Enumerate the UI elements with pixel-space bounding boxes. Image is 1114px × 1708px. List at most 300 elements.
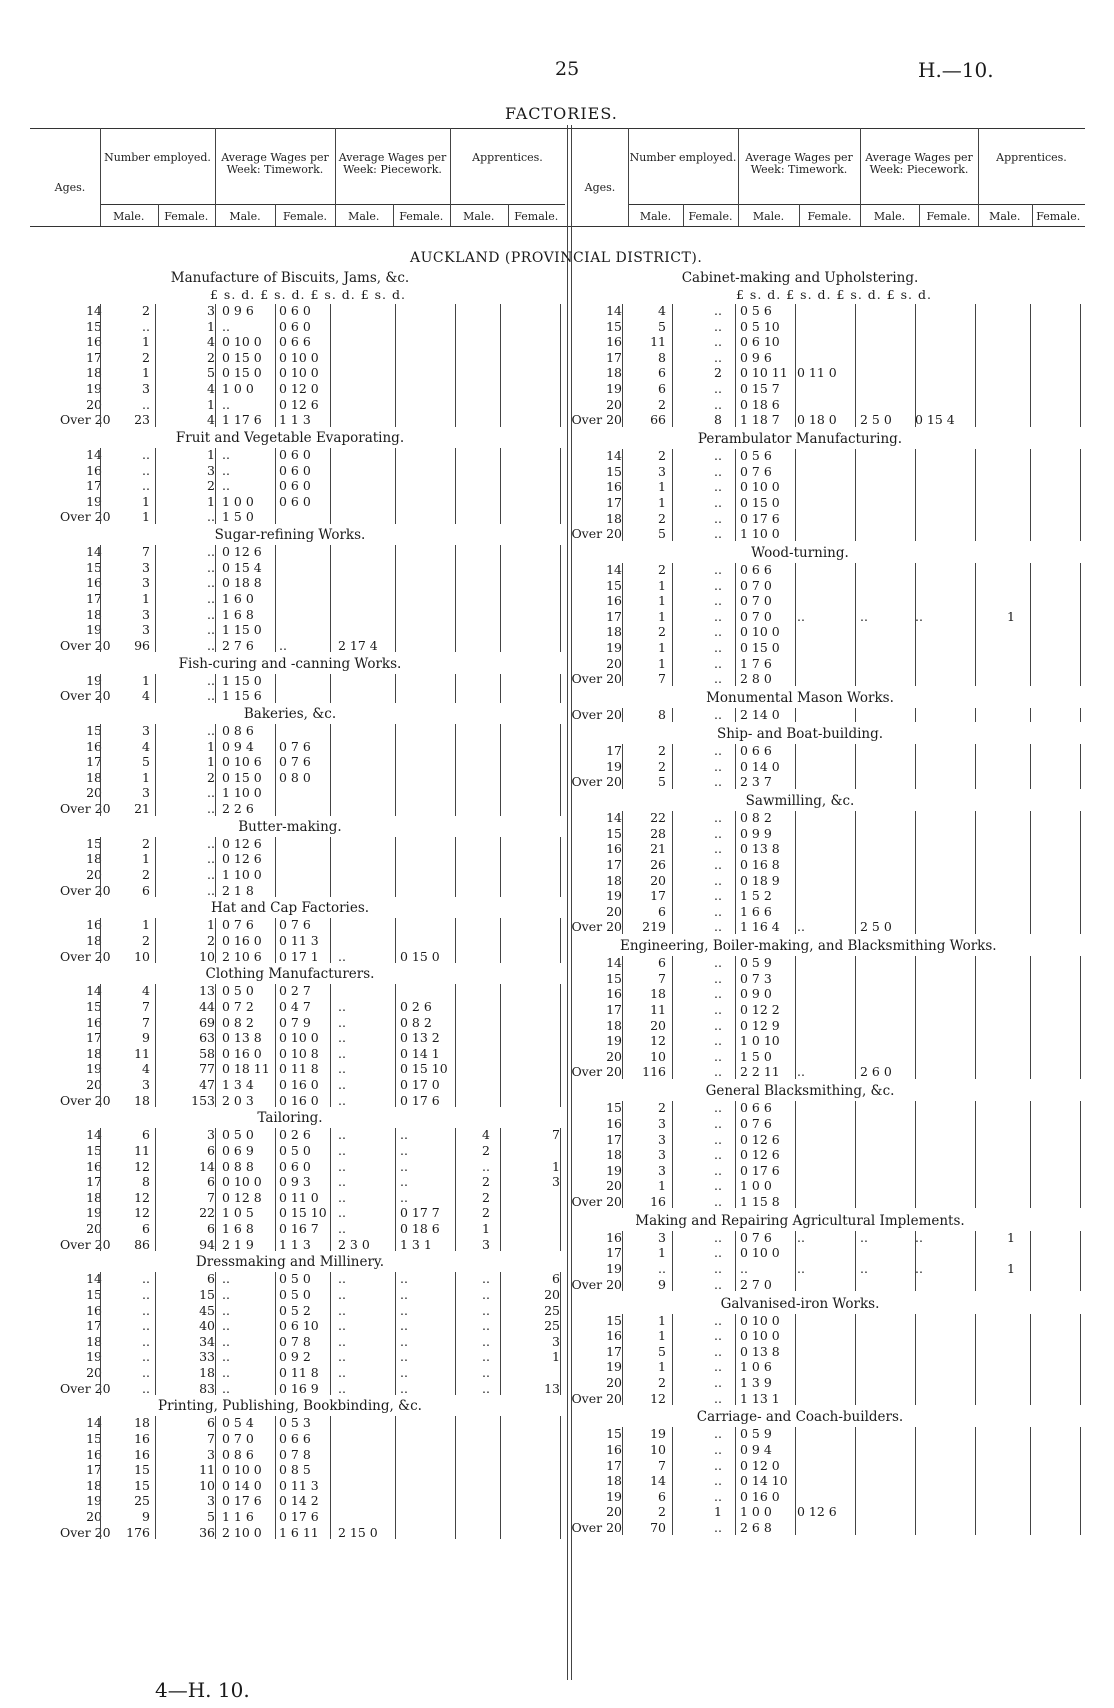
male-apprentices-cell: ..: [482, 1158, 490, 1174]
female-employed-cell: 1: [207, 754, 215, 770]
section-title: Engineering, Boiler-making, and Blacksmithing Works.: [620, 938, 997, 955]
male-employed-cell: 12: [134, 1158, 150, 1174]
female-employed-cell: 13: [199, 983, 215, 999]
female-employed-cell: ..: [714, 479, 722, 495]
male-apprentices-cell: 2: [482, 1189, 490, 1205]
male-timework-cell: 0 7 0: [740, 577, 772, 593]
row-divider: [155, 1416, 156, 1539]
female-employed-cell: ..: [714, 1426, 722, 1442]
male-employed-cell: 4: [658, 303, 666, 318]
female-employed-cell: 47: [199, 1077, 215, 1092]
section-title: Fruit and Vegetable Evaporating.: [175, 430, 405, 446]
male-timework-cell: 0 8 8: [222, 1158, 254, 1174]
row-divider: [855, 956, 856, 1079]
male-timework-cell: 0 6 6: [740, 743, 772, 758]
female-employed-cell: 1: [207, 493, 215, 509]
male-employed-cell: 5: [142, 754, 150, 770]
age-cell: 19: [606, 1261, 622, 1276]
age-cell: 16: [606, 1229, 622, 1245]
age-cell: 20: [606, 903, 622, 919]
male-employed-cell: ..: [142, 1318, 150, 1334]
male-timework-cell: 0 12 6: [222, 851, 262, 867]
row-divider: [155, 545, 156, 652]
male-employed-cell: 219: [642, 919, 666, 935]
male-employed-cell: 3: [658, 1162, 666, 1178]
female-timework-cell: 1 1 3: [279, 412, 311, 428]
age-cell: 16: [606, 334, 622, 350]
male-piecework-cell: ..: [338, 1365, 346, 1380]
age-cell: 16: [606, 986, 622, 1002]
age-cell: 15: [86, 999, 102, 1014]
age-cell: 15: [606, 1312, 622, 1328]
age-cell: 20: [86, 785, 102, 801]
female-employed-cell: 6: [207, 1221, 215, 1236]
female-timework-cell: 0 15 10: [279, 1205, 327, 1221]
female-employed-cell: 1: [714, 1504, 722, 1520]
male-employed-cell: 1: [658, 577, 666, 593]
age-cell: 14: [86, 1271, 102, 1287]
female-piecework-cell: 0 14 1: [400, 1045, 440, 1061]
female-employed-cell: ..: [714, 774, 722, 790]
female-employed-cell: 44: [199, 999, 215, 1014]
age-cell: 18: [606, 872, 622, 888]
row-divider: [1030, 1314, 1031, 1406]
male-employed-cell: 1: [658, 1245, 666, 1261]
female-employed-cell: 3: [207, 1127, 215, 1143]
row-divider: [215, 1128, 216, 1251]
female-employed-cell: 3: [207, 1446, 215, 1462]
age-cell: 16: [86, 1302, 102, 1318]
male-timework-cell: 0 10 0: [222, 334, 262, 350]
row-divider: [622, 449, 623, 541]
row-divider: [395, 837, 396, 897]
section-title: General Blacksmithing, &c.: [705, 1083, 895, 1100]
age-cell: 14: [606, 303, 622, 318]
row-divider: [330, 545, 331, 652]
female-employed-cell: ..: [207, 544, 215, 560]
age-cell: 16: [606, 1328, 622, 1344]
male-piecework-cell: ..: [338, 1158, 346, 1174]
male-timework-cell: 0 7 3: [740, 970, 772, 986]
female-timework-cell: 0 10 0: [279, 365, 319, 381]
male-piecework-cell: ..: [338, 1143, 346, 1158]
row-divider: [155, 837, 156, 897]
female-timework-cell: 0 6 0: [279, 478, 311, 494]
male-piecework-cell: 2 15 0: [338, 1524, 378, 1540]
age-cell: 17: [606, 1131, 622, 1147]
female-employed-cell: ..: [714, 1178, 722, 1194]
male-employed-cell: 2: [658, 1374, 666, 1390]
male-employed-cell: 8: [658, 707, 666, 723]
female-employed-cell: ..: [207, 559, 215, 575]
male-employed-cell: ..: [142, 478, 150, 494]
row-divider: [975, 1427, 976, 1534]
female-employed-cell: 1: [207, 318, 215, 334]
section-title: Sawmilling, &c.: [745, 793, 855, 810]
male-timework-cell: 0 7 0: [740, 608, 772, 624]
row-divider: [855, 449, 856, 541]
section-title: Printing, Publishing, Bookbinding, &c.: [158, 1398, 422, 1415]
male-timework-cell: 0 15 0: [740, 640, 780, 655]
female-apprentices-cell: 3: [552, 1174, 560, 1190]
male-employed-cell: 5: [658, 1343, 666, 1359]
male-timework-cell: 1 16 4: [740, 919, 780, 935]
female-timework-cell: 0 17 6: [279, 1509, 319, 1524]
male-timework-cell: ..: [222, 1287, 230, 1302]
row-divider: [795, 744, 796, 789]
male-apprentices-cell: ..: [482, 1333, 490, 1349]
male-timework-cell: 0 5 0: [222, 983, 254, 999]
male-timework-cell: 1 5 0: [222, 509, 254, 525]
row-divider: [735, 449, 736, 541]
female-employed-cell: 10: [199, 1477, 215, 1493]
male-employed-cell: 1: [142, 365, 150, 381]
female-piecework-cell: ..: [400, 1318, 408, 1334]
row-divider: [622, 811, 623, 934]
row-divider: [795, 1231, 796, 1291]
female-timework-cell: 0 2 6: [279, 1127, 311, 1143]
male-employed-cell: 5: [658, 526, 666, 542]
male-employed-cell: 8: [658, 349, 666, 365]
row-divider: [915, 956, 916, 1079]
female-timework-cell: 0 5 3: [279, 1415, 311, 1431]
female-timework-cell: 0 12 0: [279, 381, 319, 396]
female-employed-cell: ..: [714, 526, 722, 542]
row-divider: [330, 674, 331, 703]
male-timework-cell: 0 7 2: [222, 999, 254, 1014]
female-timework-cell: 0 6 6: [279, 1431, 311, 1446]
female-timework-cell: 0 11 3: [279, 1477, 319, 1493]
female-employed-cell: ..: [207, 801, 215, 816]
female-timework-cell: 0 18 0: [797, 412, 837, 428]
male-employed-cell: 7: [142, 544, 150, 560]
row-divider: [395, 448, 396, 524]
female-employed-cell: 6: [207, 1271, 215, 1287]
male-timework-cell: 0 6 9: [222, 1143, 254, 1158]
male-employed-cell: 15: [134, 1462, 150, 1478]
row-divider: [455, 545, 456, 652]
male-employed-cell: ..: [142, 1333, 150, 1349]
female-piecework-cell: 0 2 6: [400, 999, 432, 1014]
female-employed-cell: 2: [207, 349, 215, 365]
male-apprentices-cell: 2: [482, 1174, 490, 1190]
female-piecework-cell: ..: [915, 1229, 923, 1245]
male-employed-cell: 11: [134, 1045, 150, 1061]
male-employed-cell: 2: [658, 510, 666, 526]
female-timework-cell: 1 6 11: [279, 1524, 319, 1540]
row-divider: [500, 545, 501, 652]
male-timework-cell: 2 6 8: [740, 1520, 772, 1535]
male-timework-cell: 0 12 9: [740, 1017, 780, 1033]
male-employed-cell: 7: [658, 671, 666, 687]
age-cell: Over 20: [60, 1092, 111, 1108]
row-divider: [215, 984, 216, 1107]
male-timework-cell: ..: [222, 447, 230, 462]
section-title: Bakeries, &c.: [243, 706, 337, 722]
male-employed-cell: 70: [650, 1520, 666, 1535]
female-piecework-cell: ..: [400, 1380, 408, 1396]
male-timework-cell: 0 16 0: [222, 1045, 262, 1061]
row-divider: [975, 1314, 976, 1406]
female-employed-cell: ..: [207, 637, 215, 653]
male-piecework-cell: ..: [338, 1127, 346, 1143]
male-employed-cell: 1: [658, 1359, 666, 1375]
male-timework-cell: 1 10 0: [222, 867, 262, 882]
male-piecework-cell: 2 3 0: [338, 1236, 370, 1252]
male-piecework-cell: 2 17 4: [338, 637, 378, 653]
male-timework-cell: 1 10 0: [740, 526, 780, 542]
age-cell: 20: [606, 1374, 622, 1390]
age-cell: 14: [606, 562, 622, 577]
row-divider: [500, 674, 501, 703]
female-employed-cell: 11: [199, 1462, 215, 1478]
female-employed-cell: ..: [714, 841, 722, 857]
female-employed-cell: ..: [714, 396, 722, 412]
female-timework-cell: 0 10 0: [279, 1030, 319, 1046]
header-top-rule: [30, 128, 570, 129]
male-piecework-cell: ..: [338, 1333, 346, 1349]
male-timework-cell: 0 5 10: [740, 318, 780, 334]
page-number: 25: [555, 58, 580, 80]
male-employed-cell: ..: [142, 1287, 150, 1302]
male-timework-cell: 0 13 8: [740, 1343, 780, 1359]
male-employed-cell: 18: [134, 1092, 150, 1108]
section-title: Wood-turning.: [751, 545, 849, 561]
female-employed-cell: ..: [207, 835, 215, 851]
age-cell: Over 20: [571, 1520, 622, 1535]
female-timework-cell: 0 5 2: [279, 1302, 311, 1318]
female-employed-cell: 2: [714, 365, 722, 381]
age-cell: 17: [606, 494, 622, 510]
female-timework-cell: 0 9 3: [279, 1174, 311, 1190]
row-divider: [855, 563, 856, 686]
male-subheader: Male.: [229, 210, 261, 223]
age-cell: 20: [606, 1504, 622, 1520]
age-cell: 15: [86, 1143, 102, 1158]
male-apprentices-cell: 1: [1007, 1229, 1015, 1245]
row-divider: [672, 304, 673, 427]
female-timework-cell: 0 7 6: [279, 917, 311, 933]
male-timework-cell: 0 10 0: [222, 1174, 262, 1190]
male-timework-cell: 0 8 6: [222, 723, 254, 738]
male-employed-cell: 16: [134, 1431, 150, 1446]
male-apprentices-cell: 1: [482, 1221, 490, 1236]
male-timework-cell: 2 10 6: [222, 948, 262, 964]
male-employed-cell: 16: [650, 1193, 666, 1209]
female-employed-cell: ..: [714, 707, 722, 723]
male-employed-cell: 176: [126, 1524, 150, 1540]
age-cell: 19: [86, 1493, 102, 1509]
male-employed-cell: 16: [134, 1446, 150, 1462]
female-timework-cell: 0 14 2: [279, 1493, 319, 1509]
male-timework-cell: ..: [222, 1271, 230, 1287]
age-cell: 14: [86, 1415, 102, 1431]
row-divider: [500, 304, 501, 427]
male-employed-cell: ..: [142, 1349, 150, 1365]
male-employed-cell: ..: [142, 318, 150, 334]
male-employed-cell: ..: [142, 1365, 150, 1380]
male-employed-cell: ..: [658, 1261, 666, 1276]
female-subheader: Female.: [926, 210, 971, 223]
female-employed-cell: ..: [714, 1312, 722, 1328]
age-cell: 15: [606, 825, 622, 841]
age-cell: 20: [606, 1178, 622, 1194]
male-employed-cell: 4: [142, 688, 150, 704]
male-timework-cell: 1 15 0: [222, 672, 262, 688]
female-timework-cell: ..: [797, 1261, 805, 1276]
row-divider: [1030, 1231, 1031, 1291]
age-cell: 18: [86, 1333, 102, 1349]
female-employed-cell: ..: [714, 986, 722, 1002]
row-divider: [735, 1101, 736, 1208]
age-cell: Over 20: [60, 412, 111, 428]
female-employed-cell: ..: [207, 622, 215, 638]
age-cell: 18: [86, 1189, 102, 1205]
male-employed-cell: 3: [142, 575, 150, 591]
female-employed-cell: 7: [207, 1431, 215, 1446]
male-employed-cell: 1: [142, 672, 150, 688]
row-divider: [735, 744, 736, 789]
female-employed-cell: ..: [714, 318, 722, 334]
row-divider: [735, 563, 736, 686]
row-divider: [915, 1101, 916, 1208]
female-employed-cell: ..: [714, 743, 722, 758]
female-employed-cell: ..: [207, 509, 215, 525]
row-divider: [100, 304, 101, 427]
female-employed-cell: 33: [199, 1349, 215, 1365]
document-reference: H.—10.: [918, 58, 994, 82]
row-divider: [915, 449, 916, 541]
male-timework-cell: 0 6 10: [740, 334, 780, 350]
row-divider: [672, 708, 673, 722]
age-cell: 18: [86, 1045, 102, 1061]
row-divider: [215, 448, 216, 524]
row-divider: [455, 1416, 456, 1539]
row-divider: [330, 1416, 331, 1539]
row-divider: [215, 304, 216, 427]
male-employed-cell: 2: [658, 396, 666, 412]
male-timework-cell: 0 10 0: [222, 1462, 262, 1478]
male-employed-cell: 9: [658, 1276, 666, 1292]
row-divider: [1080, 1314, 1081, 1406]
age-cell: 17: [606, 1002, 622, 1017]
male-timework-cell: 0 5 0: [222, 1127, 254, 1143]
row-divider: [500, 724, 501, 816]
female-employed-cell: 7: [207, 1189, 215, 1205]
ages-header: Ages.: [584, 181, 616, 194]
male-employed-cell: 1: [658, 1312, 666, 1328]
female-apprentices-cell: 25: [544, 1318, 560, 1334]
male-apprentices-cell: ..: [482, 1380, 490, 1396]
age-cell: 15: [86, 318, 102, 334]
row-divider: [795, 1314, 796, 1406]
male-employed-cell: 2: [142, 303, 150, 318]
district-heading: AUCKLAND (PROVINCIAL DISTRICT).: [410, 250, 703, 266]
age-cell: 14: [606, 955, 622, 971]
row-divider: [975, 304, 976, 427]
male-employed-cell: 1: [142, 851, 150, 867]
male-employed-cell: 1: [658, 1178, 666, 1194]
age-cell: 15: [606, 318, 622, 334]
male-employed-cell: 7: [658, 1457, 666, 1473]
row-divider: [672, 1314, 673, 1406]
age-cell: Over 20: [571, 412, 622, 428]
row-divider: [975, 744, 976, 789]
row-divider: [395, 304, 396, 427]
age-cell: 15: [86, 835, 102, 851]
female-employed-cell: 3: [207, 303, 215, 318]
female-timework-cell: 0 16 7: [279, 1221, 319, 1236]
female-timework-cell: 0 17 1: [279, 948, 319, 964]
row-divider: [1080, 449, 1081, 541]
male-employed-cell: 1: [142, 591, 150, 606]
row-divider: [1080, 708, 1081, 722]
age-cell: 20: [86, 1077, 102, 1092]
male-timework-cell: 2 0 3: [222, 1092, 254, 1108]
female-piecework-cell: 0 17 6: [400, 1092, 440, 1108]
female-apprentices-cell: 1: [552, 1349, 560, 1365]
age-cell: 15: [86, 1287, 102, 1302]
male-employed-cell: 17: [650, 888, 666, 904]
male-timework-cell: 0 9 4: [740, 1442, 772, 1457]
age-cell: 19: [606, 1488, 622, 1504]
row-divider: [1080, 1231, 1081, 1291]
section-title: Manufacture of Biscuits, Jams, &c.: [170, 270, 410, 286]
male-timework-cell: 0 7 0: [740, 593, 772, 609]
row-divider: [622, 304, 623, 427]
age-cell: 19: [606, 640, 622, 655]
female-employed-cell: ..: [714, 1064, 722, 1080]
female-piecework-cell: 0 17 0: [400, 1077, 440, 1092]
female-employed-cell: ..: [714, 448, 722, 464]
female-piecework-cell: 0 18 6: [400, 1221, 440, 1236]
row-divider: [100, 724, 101, 816]
male-employed-cell: 116: [642, 1064, 666, 1080]
male-piecework-cell: ..: [338, 1302, 346, 1318]
row-divider: [735, 708, 736, 722]
piecework-header: Average Wages per Week: Piecework.: [865, 151, 973, 176]
row-divider: [275, 304, 276, 427]
female-timework-cell: 0 7 8: [279, 1446, 311, 1462]
male-piecework-cell: ..: [338, 1287, 346, 1302]
female-employed-cell: 4: [207, 381, 215, 396]
apprentices-header: Apprentices.: [472, 151, 543, 164]
age-cell: 18: [606, 624, 622, 640]
female-employed-cell: ..: [714, 1162, 722, 1178]
age-cell: 16: [86, 917, 102, 933]
row-divider: [500, 1128, 501, 1251]
male-employed-cell: 12: [134, 1205, 150, 1221]
male-timework-cell: ..: [222, 462, 230, 478]
male-employed-cell: 3: [142, 723, 150, 738]
female-subheader: Female.: [399, 210, 444, 223]
male-employed-cell: 1: [658, 593, 666, 609]
age-cell: 16: [86, 575, 102, 591]
female-employed-cell: ..: [207, 606, 215, 622]
male-timework-cell: 0 18 9: [740, 872, 780, 888]
male-piecework-cell: ..: [338, 1221, 346, 1236]
female-employed-cell: ..: [714, 1343, 722, 1359]
row-divider: [455, 448, 456, 524]
female-employed-cell: ..: [714, 758, 722, 774]
age-cell: Over 20: [60, 509, 111, 525]
male-employed-cell: 1: [658, 494, 666, 510]
female-employed-cell: ..: [714, 1276, 722, 1292]
female-employed-cell: ..: [207, 882, 215, 898]
female-employed-cell: ..: [714, 1359, 722, 1375]
row-divider: [915, 744, 916, 789]
row-divider: [915, 304, 916, 427]
